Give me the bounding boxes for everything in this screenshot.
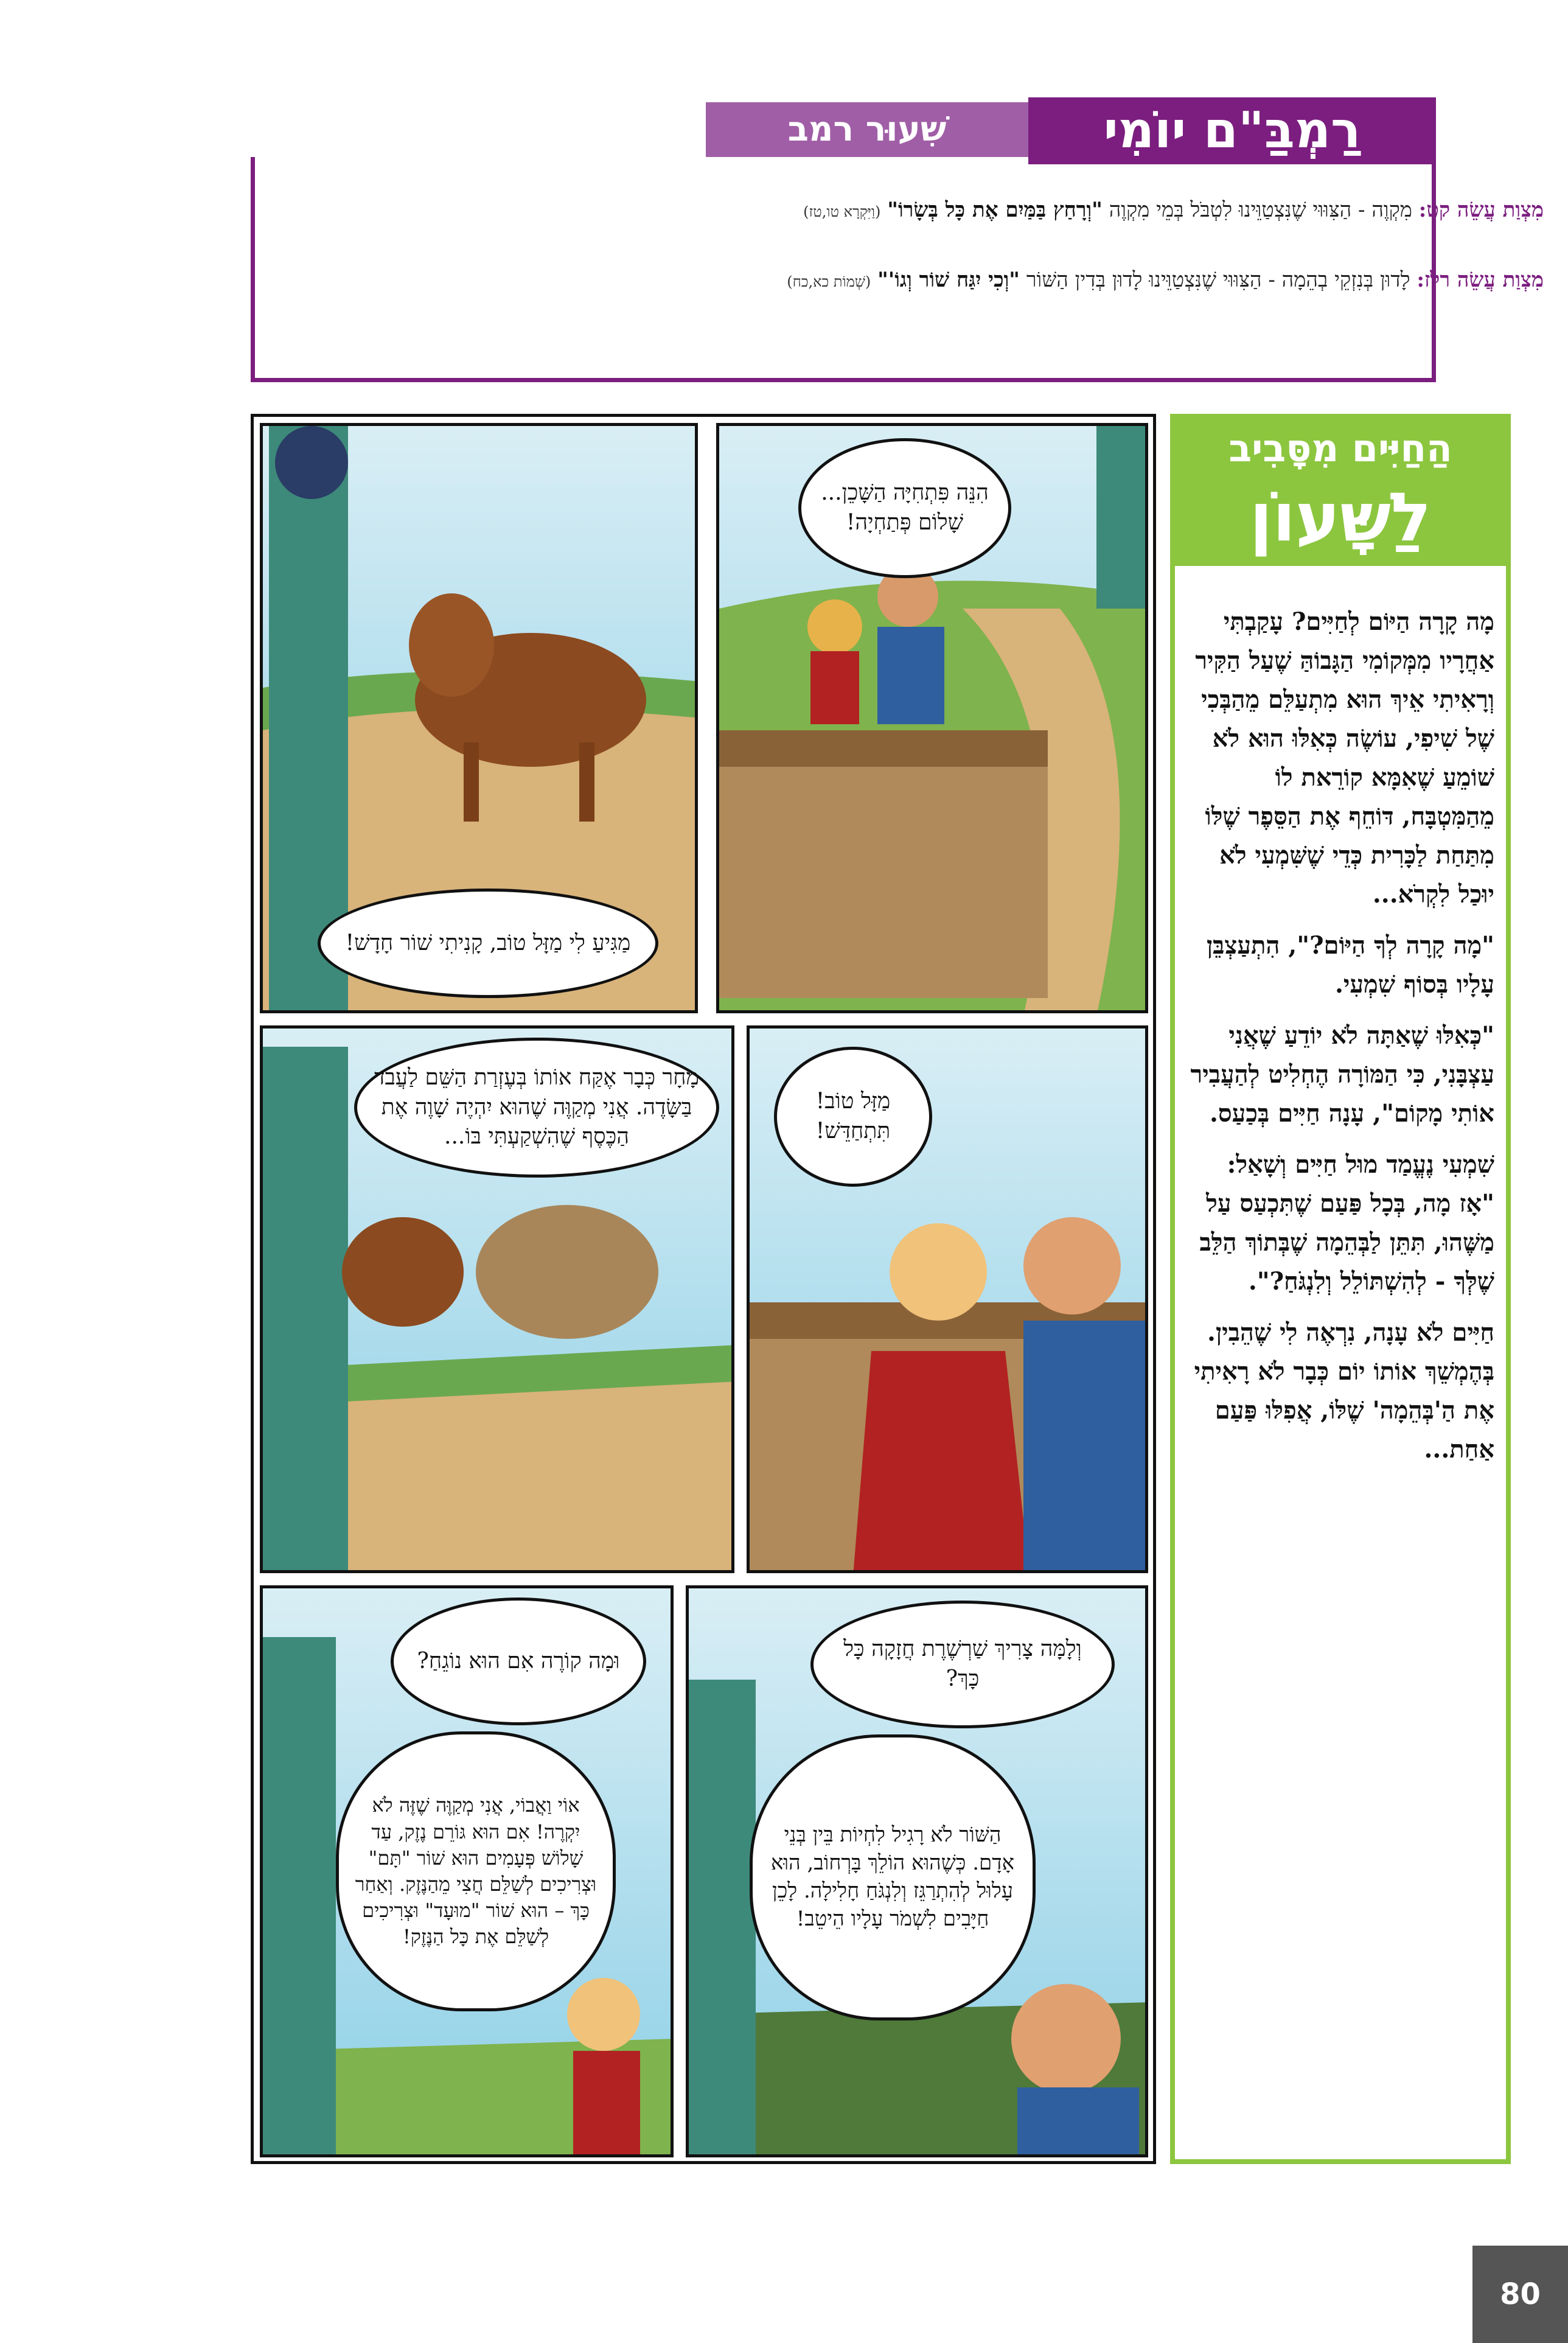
sidebar-title-top: הַחַיִּים מִסָּבִיב — [1228, 426, 1452, 470]
comic-strip — [251, 414, 1156, 2164]
mitzvah-quote: "וְרָחַץ בַּמַּיִם אֶת כָּל בְּשָׂרוֹ" — [887, 198, 1103, 222]
mitzvah-label: מִצְוַת עֲשֵׂה קט: — [1418, 198, 1544, 222]
comic-panel-3 — [747, 1025, 1148, 1573]
comic-panel-1 — [716, 423, 1148, 1013]
sidebar-story — [1186, 602, 1494, 1481]
speech-bubble: אוֹי וַאֲבוֹי, אֲנִי מְקַוֶּה שֶׁזֶּה לֹא יִקְרֶה! אִם הוּא גּוֹרֵם נֶזֶק, עַד שָׁלוֹשׁ פְּעָמִים הוּא שׁוֹר "תָּם" וּצְרִיכִים לְשַׁלֵּם חֲצִי מֵהַנֶּזֶק. וְאַחַר כָּךְ – הוּא שׁוֹר "מוּעָד" וּצְרִיכִים לְשַׁלֵּם אֶת כָּל הַנֶּזֶק! — [336, 1731, 616, 2011]
mitzvah-line-2 — [787, 268, 1544, 292]
sidebar-title-main: לַשָּׁעוֹן — [1249, 478, 1432, 556]
speech-bubble: וּמָה קוֹרֶה אִם הוּא נוֹגֵחַ? — [391, 1598, 646, 1725]
story-paragraph: חַיִּים לֹא עָנָה, נִרְאֶה לִי שֶׁהֵבִין. בְּהֶמְשֵׁךְ אוֹתוֹ יוֹם כְּבָר לֹא רָאִיתִי אֶת הַ'בְּהֵמָה' שֶׁלּוֹ, אֲפִלּוּ פַּעַם אַחַת... — [1194, 1318, 1494, 1464]
mitzvah-text: לָדוּן בְּנִזְקֵי בְהֵמָה - הַצִּוּוּי שֶׁנִּצְטַוֵּינוּ לָדוּן בְּדִין הַשּׁוֹר — [1026, 268, 1410, 292]
mitzvah-label: מִצְוַת עֲשֵׂה רלז: — [1416, 268, 1544, 292]
speech-bubble: הִנֵּה פִּתְחִיָּה הַשָּׁכֵן... שָׁלוֹם פְּתַחְיָה! — [798, 438, 1011, 578]
story-paragraph: "כְּאִלּוּ שֶׁאַתָּה לֹא יוֹדֵעַ שֶׁאֲנִי עַצְבָּנִי, כִּי הַמּוֹרָה הֶחְלִיט לְהַעֲבִיר אוֹתִי מָקוֹם", עָנָה חַיִּים בְּכַעַס. — [1190, 1021, 1494, 1128]
speech-bubble: מָחָר כְּבָר אֶקַּח אוֹתוֹ בְּעֶזְרַת הַשֵּׁם לַעֲבֹד בַּשָּׂדֶה. אֲנִי מְקַוֶּה שֶׁהוּא יִהְיֶה שָׁוֶה אֶת הַכֶּסֶף שֶׁהִשְׁקַעְתִּי בּוֹ... — [354, 1038, 719, 1178]
mitzvah-source: (וַיִּקְרָא טו,טז) — [803, 203, 881, 220]
mitzvah-text: מִקְוֶה - הַצִּוּוּי שֶׁנִּצְטַוֵּינוּ לִטְבֹּל בְּמֵי מִקְוֶה — [1109, 198, 1412, 222]
speech-bubble: וְלָמָּה צָרִיךְ שַׁרְשֶׁרֶת חֲזָקָה כָּל כָּךְ? — [810, 1601, 1115, 1728]
page-number: 80 — [1472, 2246, 1568, 2343]
speech-bubble: מַגִּיעַ לִי מַזָּל טוֹב, קָנִיתִי שׁוֹר חָדָשׁ! — [318, 889, 658, 998]
lesson-number: שִׁעוּר רמב — [787, 110, 947, 149]
mitzvah-quote: "וְכִי יִגַּח שׁוֹר וְגוֹ'" — [877, 268, 1020, 292]
comic-panel-6 — [260, 1585, 674, 2157]
story-paragraph: מָה קָרָה הַיּוֹם לְחַיִּים? עָקַבְתִּי אַחֲרָיו מִמְּקוֹמִי הַגָּבוֹהַּ שֶׁעַל הַקִּיר וְרָאִיתִי אֵיךְ הוּא מִתְעַלֵּם מֵהַבְּכִי שֶׁל שִׁיפִי, עוֹשֶׂה כְּאִלּוּ הוּא לֹא שׁוֹמֵעַ שֶׁאִמָּא קוֹרֵאת לוֹ מֵהַמִּטְבָּח, דּוֹחֵף אֶת הַסֵּפֶר שֶׁלּוֹ מִתַּחַת לַכָּרִית כְּדֵי שֶׁשִּׁמְעִי לֹא יוּכַל לִקְרֹא... — [1195, 607, 1494, 909]
comic-panel-4 — [260, 1025, 734, 1573]
speech-bubble: הַשּׁוֹר לֹא רָגִיל לִחְיוֹת בֵּין בְּנֵי אָדָם. כְּשֶׁהוּא הוֹלֵךְ בָּרְחוֹב, הוּא עָלוּל לְהִתְרַגֵּז וְלִנְגֹּחַ חָלִילָה. לָכֵן חַיָּבִים לִשְׁמֹר עָלָיו הֵיטֵב! — [750, 1734, 1036, 2020]
speech-bubble: מַזָּל טוֹב! תִּתְחַדֵּשׁ! — [774, 1047, 932, 1187]
mitzvah-source: (שְׁמוֹת כא,כח) — [787, 273, 871, 290]
comic-panel-5 — [686, 1585, 1148, 2157]
story-paragraph: שִׁמְעִי נֶעֱמַד מוּל חַיִּים וְשָׁאַל: "אָז מָה, בְּכָל פַּעַם שֶׁתִּכְעַס עַל מַשֶּׁהוּ, תִּתֵּן לַבְּהֵמָה שֶׁבְּתוֹךְ הַלֵּב שֶׁלְּךָ - לְהִשְׁתּוֹלֵל וְלִנְגֹּחַ?". — [1199, 1150, 1494, 1296]
story-paragraph: "מָה קָרָה לְךָ הַיּוֹם?", הִתְעַצְבֵּן עָלָיו בְּסוֹף שִׁמְעִי. — [1206, 931, 1494, 999]
mitzvah-line-1 — [803, 198, 1544, 222]
page-title: רַמְבַּ"ם יוֹמִי — [1103, 102, 1361, 159]
comic-panel-2 — [260, 423, 698, 1013]
